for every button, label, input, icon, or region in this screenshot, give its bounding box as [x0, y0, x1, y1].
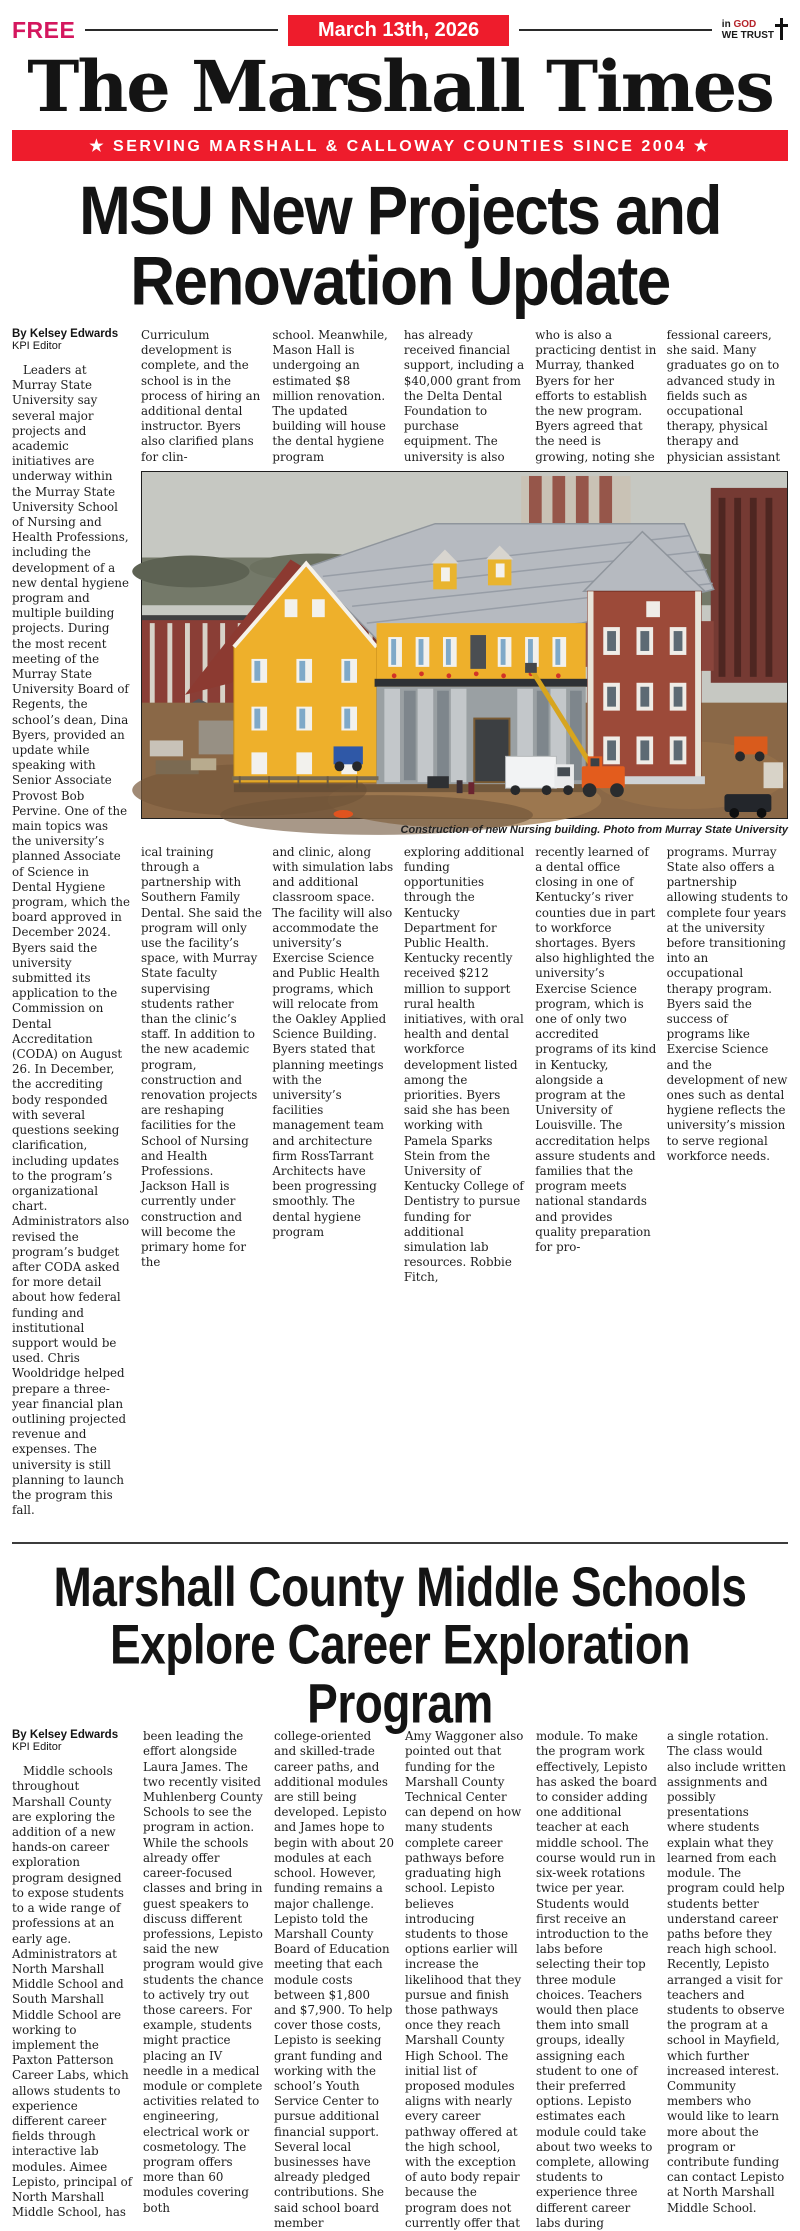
article1-col4-bottom: exploring additional funding opportunities through the Kentucky Department for Public Health. Kentucky recently received $212 million to support rural health initiatives, with oral health and dental workforce development listed among the priorities. Byers said she has been working with Pamela Sparks Stein from the University of Kentucky College of Dentistry to pursue funding for additional simulation lab resources. Robbie Fitch,: [403, 844, 525, 1285]
byline-name: By Kelsey Edwards: [12, 327, 119, 340]
article2-column-4: Amy Waggoner also pointed out that funding for the Marshall County Technical Center can depend on how many students complete career pathways before graduating high school. Lepisto believes introducing students to those options earlier will increase the likelihood that they pursue and finish those pathways once they reach Marshall County High School. The initial list of proposed modules aligns with nearly every career pathway offered at the high school, with the exception of auto body repair because the program does not currently offer that: [405, 1729, 524, 2230]
motto-god: GOD: [733, 19, 757, 30]
article1-top-row: [141, 328, 788, 465]
byline-role: KPI Editor: [12, 339, 62, 352]
masthead-title: The Marshall Times: [27, 45, 773, 128]
article2-col1-text: Middle schools throughout Marshall County are exploring the addition of a new hands-on career exploration program designed to expose students to a wide range of professions at an early age. Administrators at North Marshall Middle School and South Marshall Middle School are working to implement the Paxton Patterson Career Labs, which allows students to experience different career fields through interactive lab modules. Aimee Lepisto, principal of North Marshall Middle School, has: [12, 1764, 133, 2220]
article1-col1-text: Leaders at Murray State University say several major projects and academic initiatives are underway within the Murray State University School of Nursing and Health Professions, including the development of a new dental hygiene program and multiple building projects. During the most recent meeting of the Murray State University Board of Regents, the school’s dean, Dina Byers, provided an update while speaking with Senior Associate Provost Bob Pervine. One of the main topics was the university’s planned Associate of Science in Dental Hygiene program, which the board approved in December 2024. Byers said the university submitted its application to the Commission on Dental Accreditation (CODA) on August 26. In December, the accrediting body responded with several questions seeking clarification, including updates to the program’s organizational chart. Administrators also revised the program’s budget after CODA asked for more detail about how federal funding and institutional support would be used. Chris Wooldridge helped prepare a three-year financial plan outlining projected revenue and expenses. The university is still planning to launch the program this fall.: [12, 362, 130, 1518]
article1-col3-bottom: and clinic, along with simulation labs and additional classroom space. The facility will also accommodate the university’s Exercise Science and Public Health programs, which will relocate from the Oakley Applied Science Building. Byers stated that planning meetings with the university’s facilities management team and architecture firm RossTarrant Architects have been progressing smoothly. The dental hygiene program: [272, 844, 394, 1239]
section-divider: [12, 1542, 788, 1544]
article2-column-5: module. To make the program work effectively, Lepisto has asked the board to consider adding one additional teacher at each middle school. The course would run in six-week rotations twice per year. Students would first receive an introduction to the labs before selecting their top three module choices. Teachers would then place them into small groups, ideally assigning each student to one of their preferred options. Lepisto estimates each module could take about two weeks to complete, allowing students to experience three different career labs during: [536, 1729, 657, 2230]
article1-headline-line1: MSU New Projects and: [79, 173, 721, 250]
free-label: FREE: [12, 16, 76, 43]
rule-left: [85, 29, 278, 31]
top-bar: [12, 10, 788, 50]
article1-headline: [12, 173, 788, 321]
article2-column-1: [12, 1729, 133, 2231]
article2-headline-line2: Explore Career Exploration Program: [109, 1613, 691, 1735]
article2-column-3: college-oriented and skilled-trade career paths, and additional modules are still being developed. Lepisto and James hope to begin with about 20 modules at each school. However, funding remains a major challenge. Lepisto told the Marshall County Board of Education meeting that each module costs between $1,800 and $7,900. To help cover those costs, Lepisto is seeking grant funding and working with the school’s Youth Service Center to pursue additional financial support. Several local businesses have already pledged contributions. She said school board member: [274, 1729, 394, 2230]
article1-col2-top: Curriculum development is complete, and the school is in the process of hiring an additional dental instructor. Byers also clarified plans for clin-: [141, 327, 261, 464]
article1-body: [12, 328, 788, 1518]
article2-column-2: been leading the effort alongside Laura James. The two recently visited Muhlenberg County Schools to see the program in action. While the schools already offer career-focused classes and bring in guest speakers to discuss different professions, Lepisto said the new program would give students the chance to actively try out those careers. For example, students might practice placing an IV needle in a medical module or complete activities related to engineering, electrical work or cosmetology. The program offers more than 60 modules covering both: [143, 1729, 264, 2215]
article1-headline-line2: Renovation Update: [130, 244, 670, 321]
motto: [722, 18, 788, 43]
byline-role: KPI Editor: [12, 1741, 62, 1754]
article1-col4-top: has already received financial support, including a $40,000 grant from the Delta Dental Foundation to purchase equipment. The university is also: [403, 327, 525, 464]
cross-icon: [775, 18, 788, 43]
article1-col3-top: school. Meanwhile, Mason Hall is undergoing an estimated $8 million renovation. The updated building will house the dental hygiene program: [272, 327, 388, 464]
article1-col6-bottom: programs. Murray State also offers a partnership allowing students to complete four years at the university before transitioning into an occupational therapy program. Byers said the success of programs like Exercise Science and the development of new ones such as dental hygiene reflects the university’s mission to serve regional workforce needs.: [666, 844, 788, 1163]
article1-column-1: [12, 328, 131, 1518]
article1-right-area: [141, 328, 788, 1518]
article1-col5-top: who is also a practicing dentist in Murray, thanked Byers for her efforts to establish the new program. Byers agreed that the need is growing, noting she: [535, 327, 657, 464]
motto-in: in: [721, 19, 734, 30]
date-banner: March 13th, 2026: [288, 15, 509, 46]
motto-text: [722, 19, 774, 41]
article2-column-6: a single rotation. The class would also include written assignments and possibly presentations where students explain what they learned from each module. The program could help students better understand career paths before they reach high school. Recently, Lepisto arranged a visit for teachers and students to observe the program at a school in Mayfield, which further increased interest. Community members who would like to learn more about the program or contribute funding can contact Lepisto at North Marshall Middle School.: [667, 1729, 786, 2215]
article1-bottom-row: [141, 845, 788, 1286]
motto-line2: WE TRUST: [721, 30, 775, 41]
article2-headline: [12, 1555, 788, 1735]
tagline-banner: ★ SERVING MARSHALL & CALLOWAY COUNTIES SINCE 2004 ★: [12, 130, 788, 161]
article2-body: [12, 1729, 788, 2231]
byline-name: By Kelsey Edwards: [12, 1729, 119, 1742]
article1-col6-top: fessional careers, she said. Many graduates go on to advanced study in fields such as occupational therapy, physical therapy and physician assistant: [666, 327, 781, 464]
article2-headline-line1: Marshall County Middle Schools: [53, 1555, 747, 1619]
article1-col2-bottom: ical training through a partnership with Southern Family Dental. She said the program will only use the facility’s space, with Murray State faculty supervising students rather than the clinic’s staff. In addition to the new academic program, construction and renovation projects are reshaping facilities for the School of Nursing and Health Professions. Jackson Hall is currently under construction and will become the primary home for the: [141, 844, 262, 1270]
article1-col5-bottom: recently learned of a dental office closing in one of Kentucky’s river counties due in part to workforce shortages. Byers also highlighted the university’s Exercise Science program, which is one of only two accredited programs of its kind in Kentucky, alongside a program at the University of Louisville. The accreditation helps assure students and families that the program meets national standards and provides quality preparation for pro-: [535, 844, 657, 1255]
photo-caption: Construction of new Nursing building. Photo from Murray State University: [400, 823, 788, 836]
article-photo-illustration: [141, 471, 788, 819]
rule-right: [519, 29, 712, 31]
